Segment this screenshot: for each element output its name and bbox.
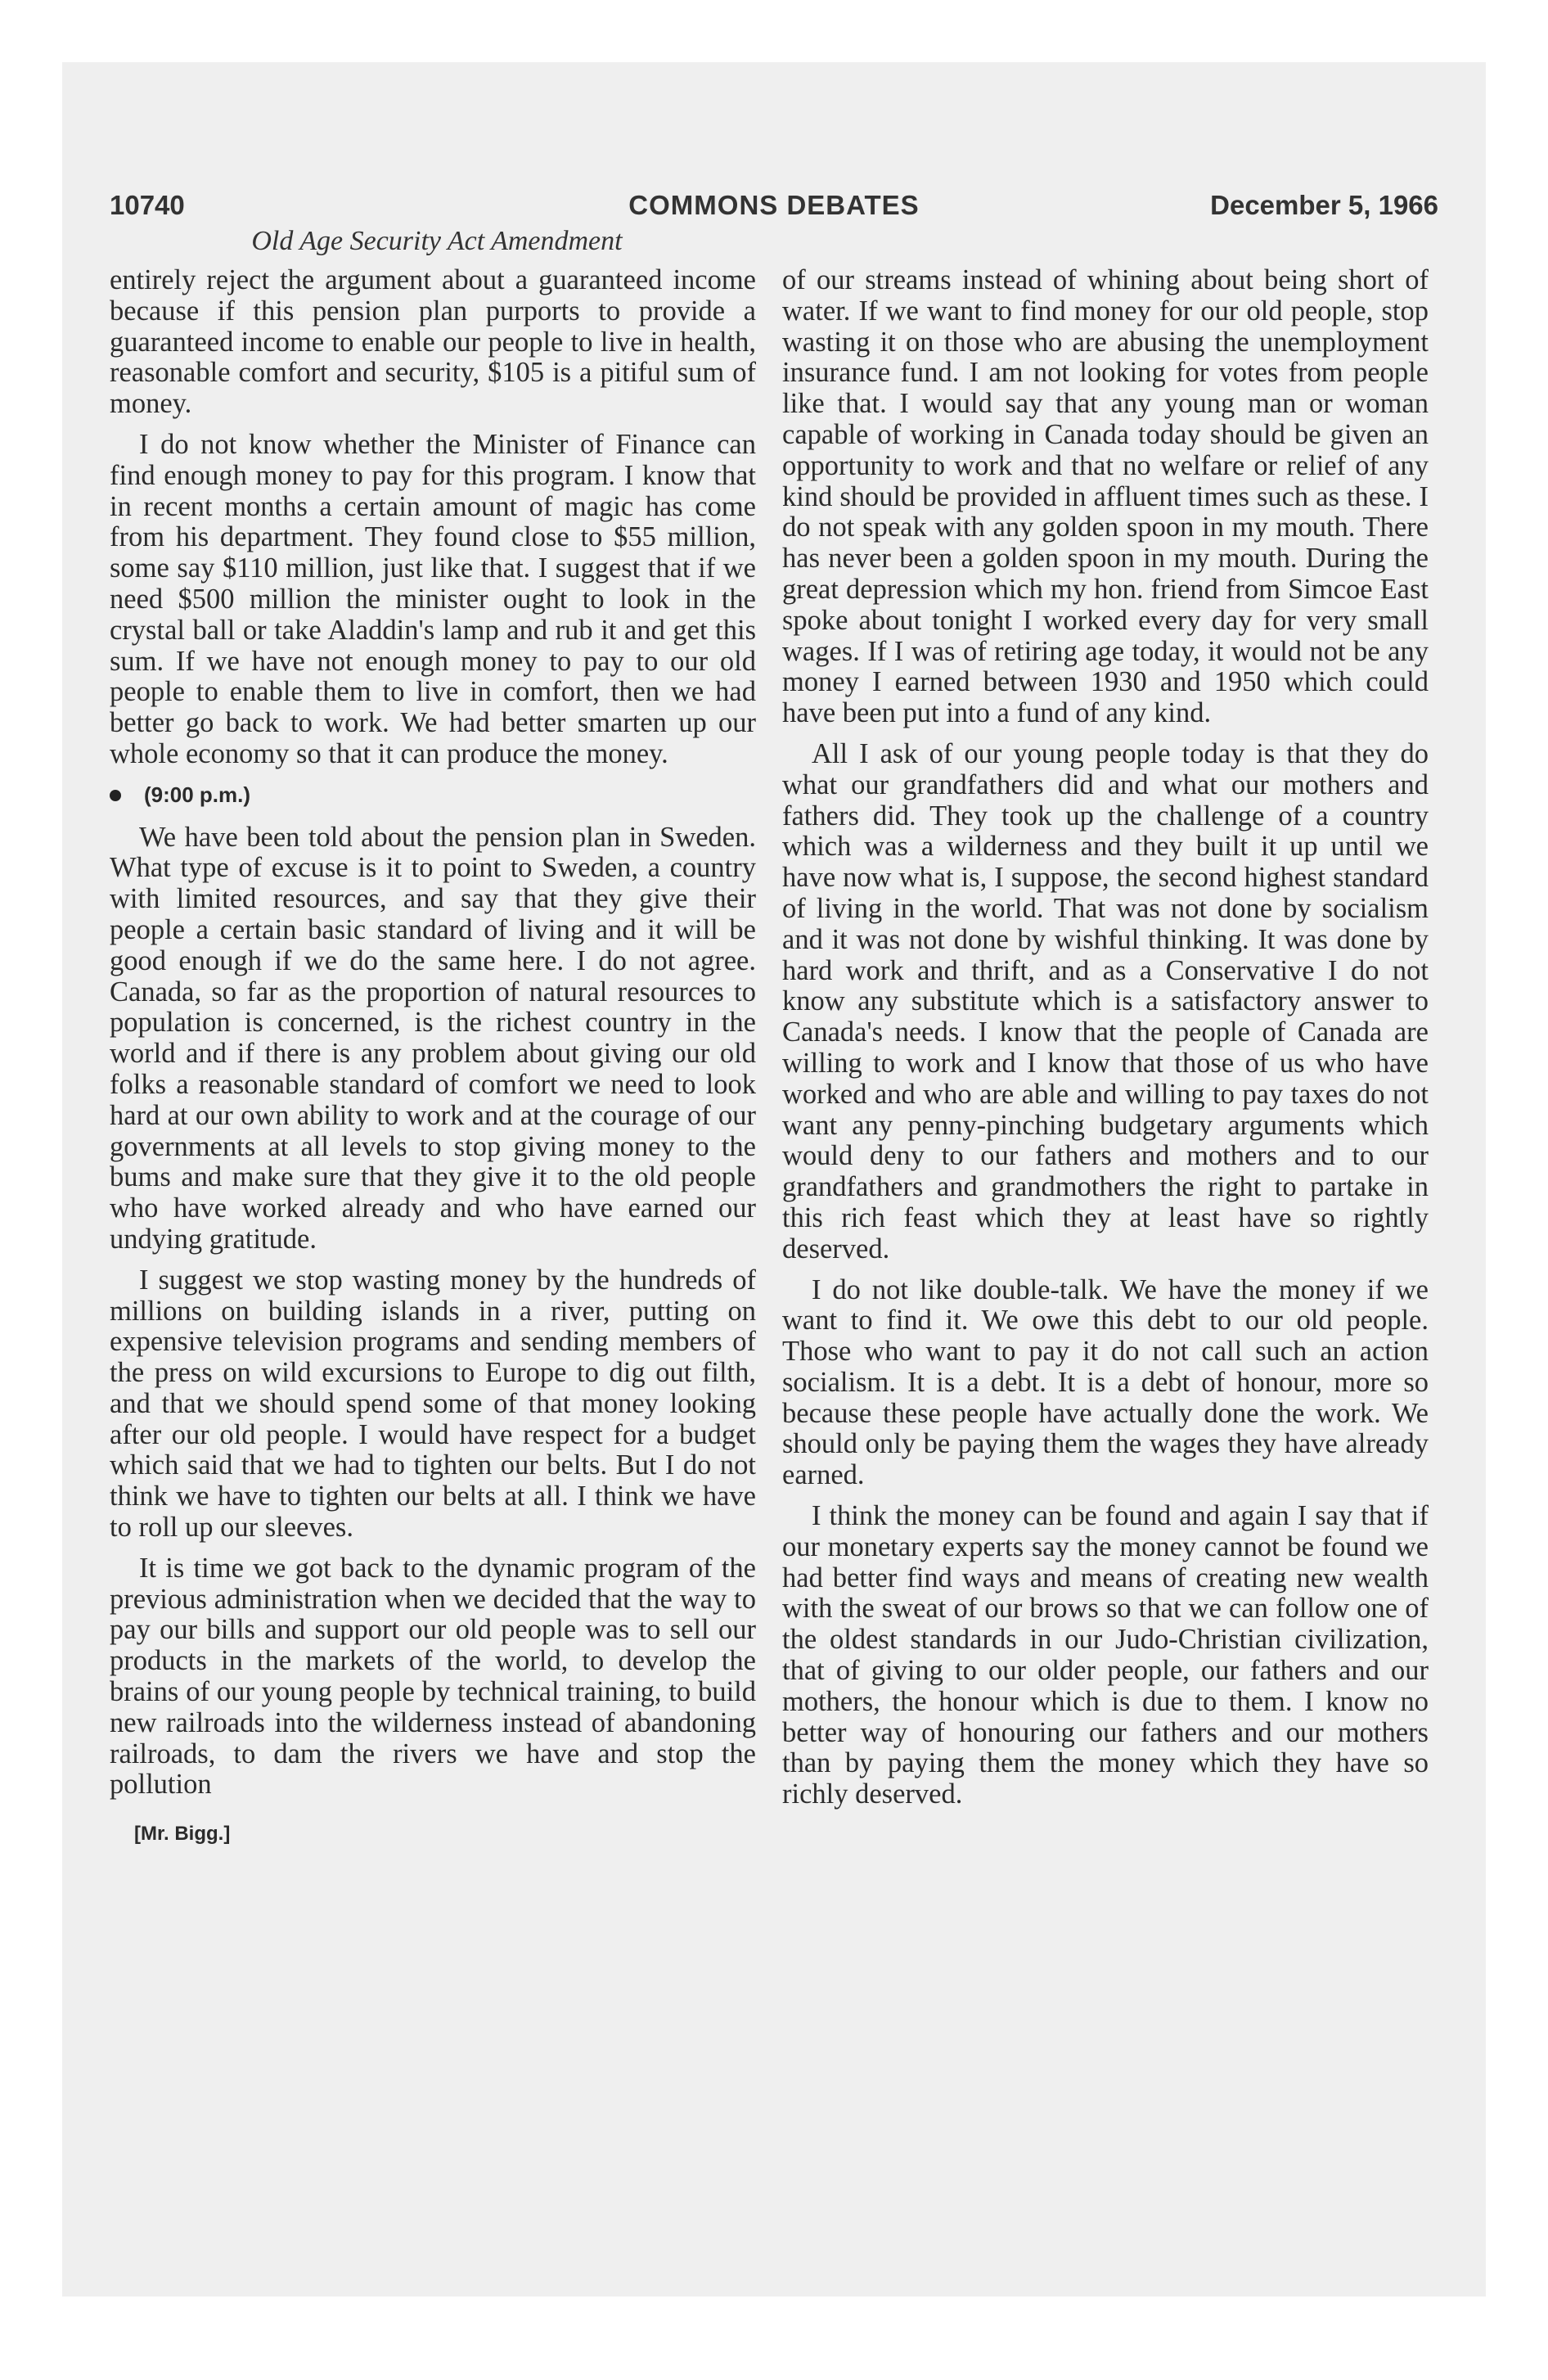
bullet-icon	[110, 790, 121, 801]
paragraph: It is time we got back to the dynamic program of the previous administration when we decided that the way to pay our bills and support our old people was to sell our products in the markets of the world, to develop the brains of our young people by technical training, to build new railroads into the wilderness instead of abandoning railroads, to dam the rivers we have and stop the pollution	[110, 1552, 756, 1801]
timestamp	[110, 780, 756, 811]
section-subtitle: Old Age Security Act Amendment	[251, 226, 623, 256]
paragraph: All I ask of our young people today is that they do what our grandfathers did and what our mothers and fathers did. They took up the challenge of a country which was a wilderness and they built it up until we have now what is, I suppose, the second highest standard of living in the world. That was not done by socialism and it was not done by wishful thinking. It was done by hard work and thrift, and as a Conservative I do not know any substitute which is a satisfactory answer to Canada's needs. I know that the people of Canada are willing to work and I know that those of us who have worked and who are able and willing to pay taxes do not want any penny-pinching budgetary arguments which would deny to our fathers and mothers and to our grandfathers and grandmothers the right to partake in this rich feast which they at least have so rightly deserved.	[782, 737, 1429, 1264]
paragraph: I suggest we stop wasting money by the hundreds of millions on building islands in a river, putting on expensive television programs and sending members of the press on wild excursions to Europe to dig out filth, and that we should spend some of that money looking after our old people. I would have respect for a budget which said that we had to tighten our belts. But I do not think we have to tighten our belts at all. I think we have to roll up our sleeves.	[110, 1264, 756, 1544]
page-number: 10740	[110, 190, 185, 220]
paragraph: I do not like double-talk. We have the money if we want to find it. We owe this debt to our old people. Those who want to pay it do not call such an action socialism. It is a debt. It is a debt of honour, more so because these people have actually done the work. We should only be paying them the wages they have already earned.	[782, 1273, 1429, 1491]
page-header	[110, 182, 1438, 223]
paragraph: I do not know whether the Minister of Finance can find enough money to pay for this program. I know that in recent months a certain amount of magic has come from his department. They found close to $55 million, some say $110 million, just like that. I suggest that if we need $500 million the minister ought to look in the crystal ball or take Aladdin's lamp and rub it and get this sum. If we have not enough money to pay to our old people to enable them to live in comfort, then we had better go back to work. We had better smarten up our whole economy so that it can produce the money.	[110, 428, 756, 769]
timestamp-text: (9:00 p.m.)	[144, 782, 251, 807]
right-column	[782, 265, 1429, 1820]
paragraph: of our streams instead of whining about being short of water. If we want to find money for our old people, stop wasting it on those who are abusing the unemployment insurance fund. I am not looking for votes from people like that. I would say that any young man or woman capable of working in Canada today should be given an opportunity to work and that no welfare or relief of any kind should be provided in affluent times such as these. I do not speak with any golden spoon in my mouth. There has never been a golden spoon in my mouth. During the great depression which my hon. friend from Simcoe East spoke about tonight I worked every day for very small wages. If I was of retiring age today, it would not be any money I earned between 1930 and 1950 which could have been put into a fund of any kind.	[782, 264, 1429, 729]
left-column	[110, 265, 756, 1850]
page-date: December 5, 1966	[1210, 190, 1438, 220]
paragraph: I think the money can be found and again I say that if our monetary experts say the money cannot be found we had better find ways and means of creating new wealth with the sweat of our brows so that we can follow one of the oldest standards in our Judo-Christian civilization, that of giving to our older people, our fathers and our mothers, the honour which is due to them. I know no better way of honouring our fathers and our mothers than by paying them the money which they have so richly deserved.	[782, 1500, 1429, 1810]
paragraph: We have been told about the pension plan in Sweden. What type of excuse is it to point to Sweden, a country with limited resources, and say that they give their people a certain basic standard of living and it will be good enough if we do the same here. I do not agree. Canada, so far as the proportion of natural resources to population is concerned, is the richest country in the world and if there is any problem about giving our old folks a reasonable standard of comfort we need to look hard at our own ability to work and at the courage of our governments at all levels to stop giving money to the bums and make sure that they give it to the old people who have worked already and who have earned our undying gratitude.	[110, 821, 756, 1255]
paragraph: entirely reject the argument about a guaranteed income because if this pension plan purports to provide a guaranteed income to enable our people to live in health, reasonable comfort and security, $105 is a pitiful sum of money.	[110, 264, 756, 420]
speaker-attribution: [Mr. Bigg.]	[134, 1823, 231, 1846]
publication-title: COMMONS DEBATES	[628, 190, 920, 220]
